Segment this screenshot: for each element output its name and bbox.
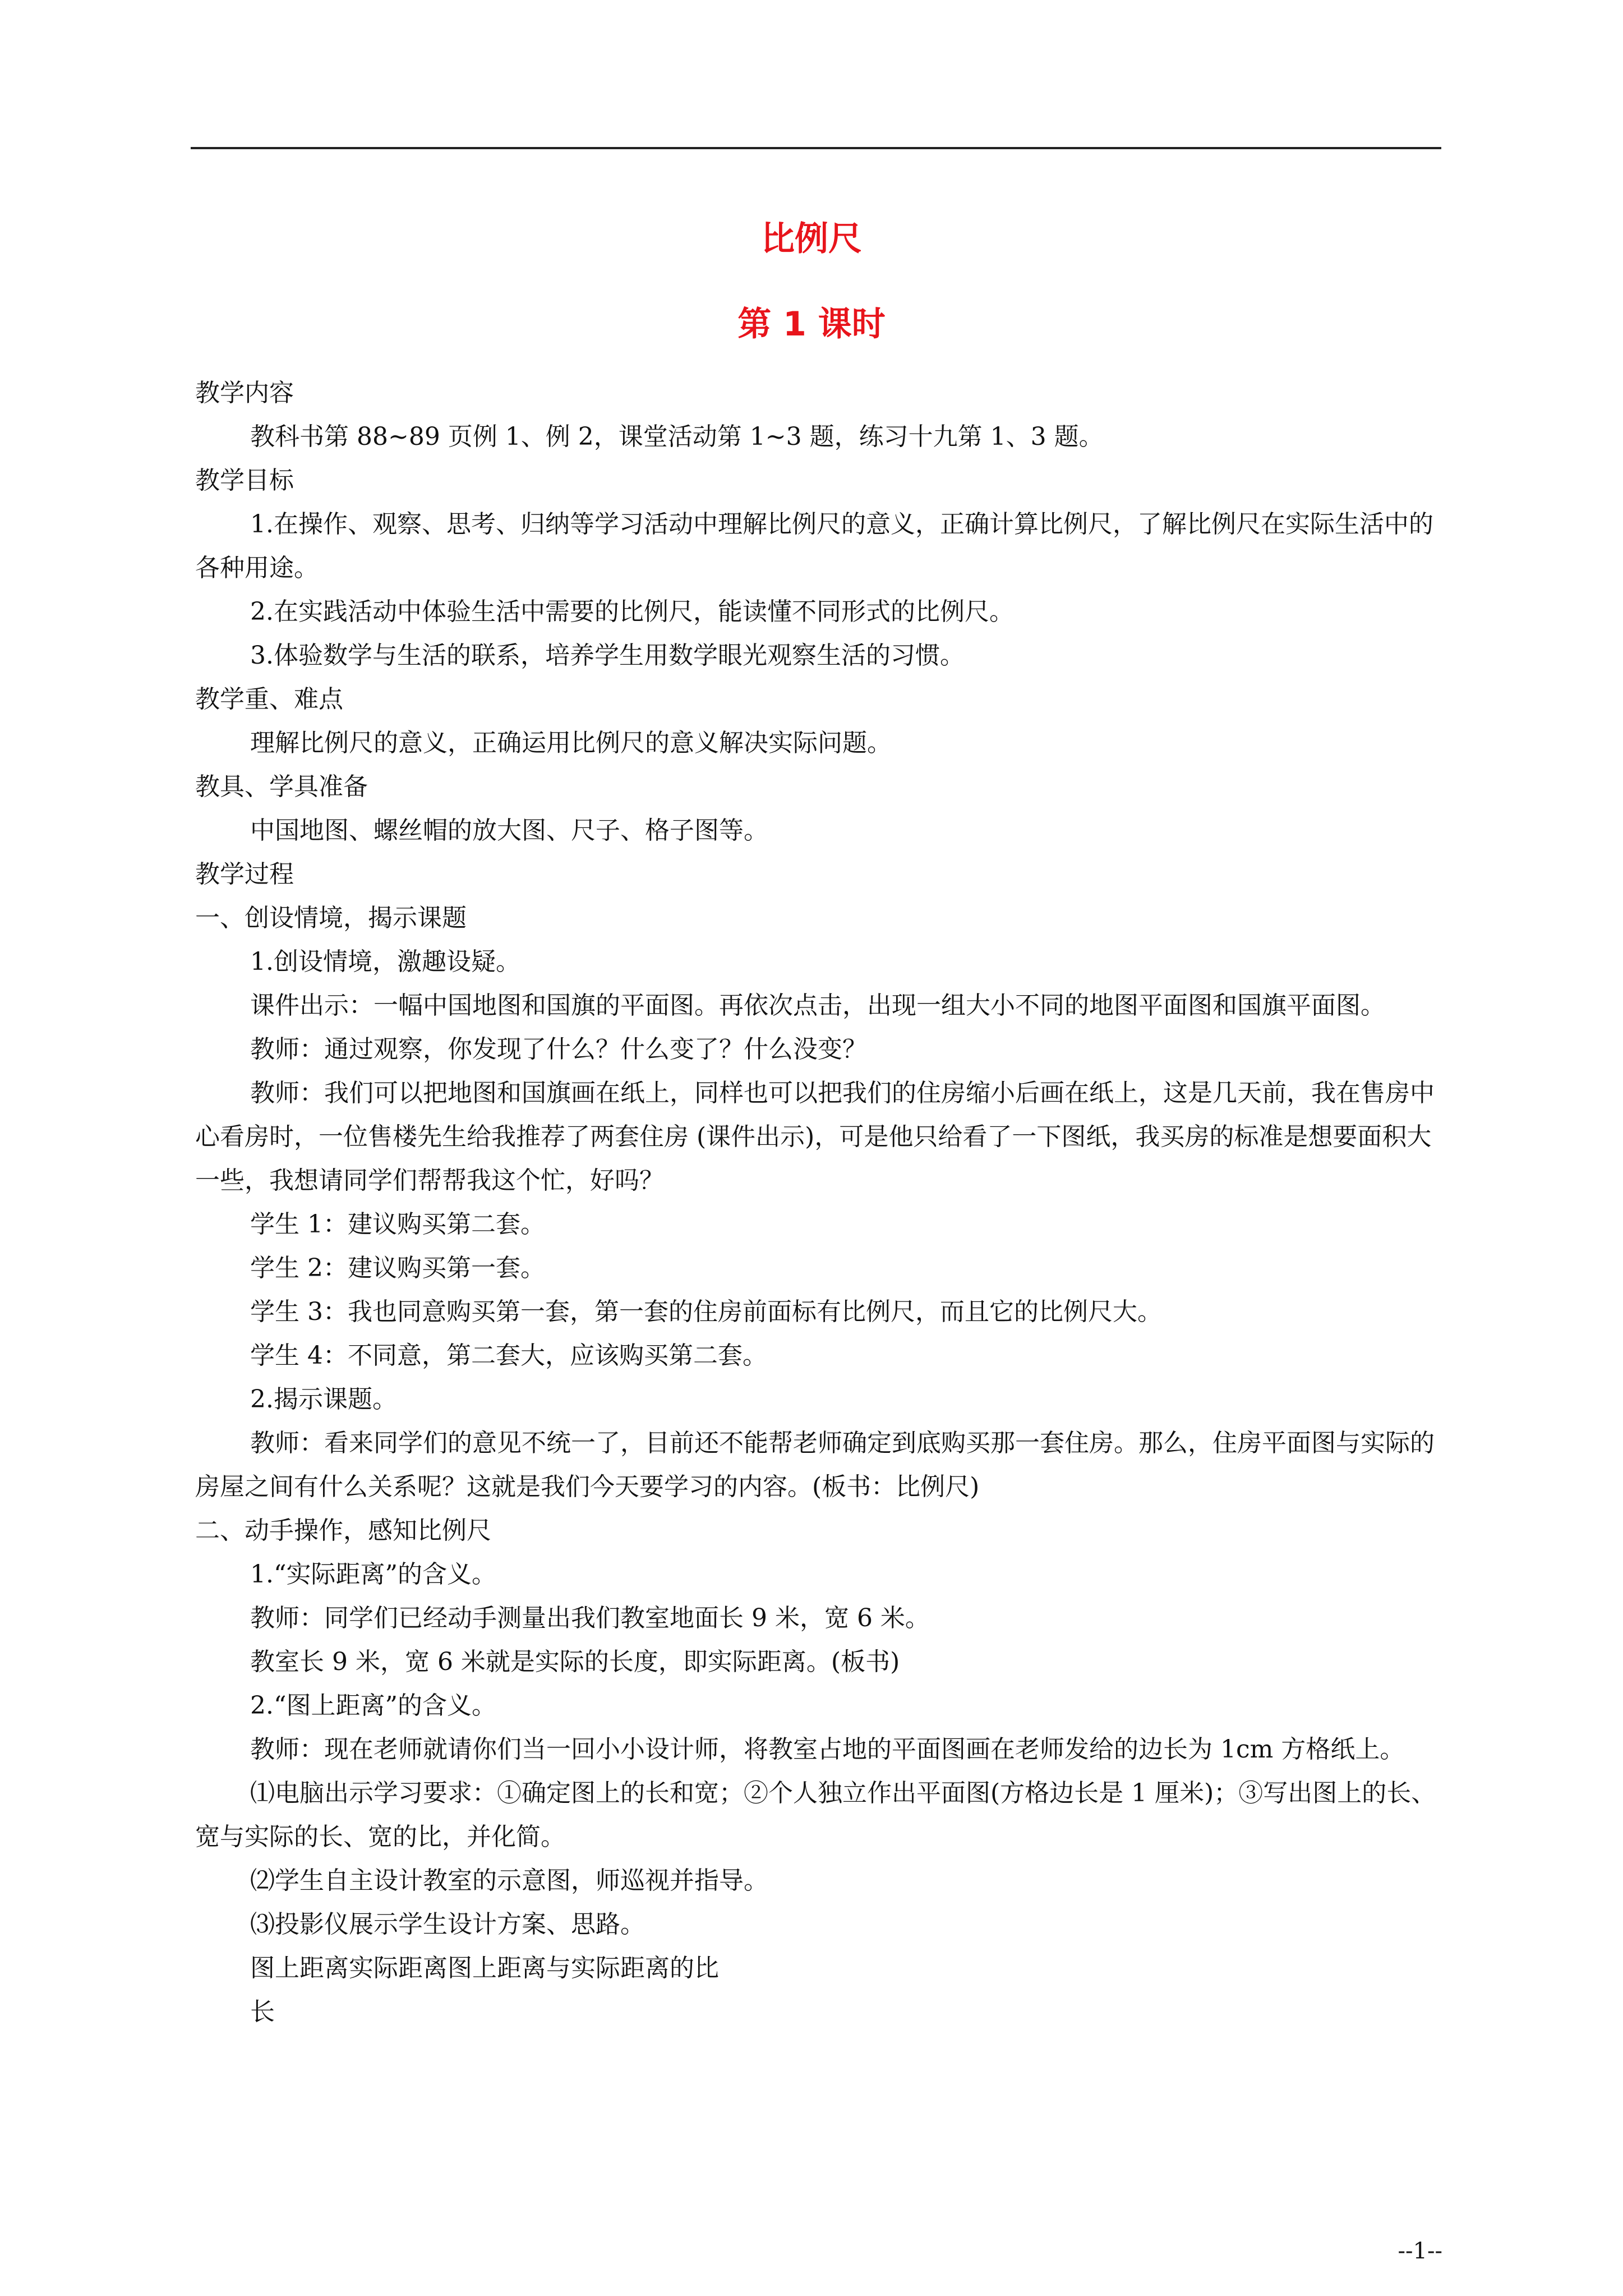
paragraph: 2.揭示课题。 <box>250 1385 397 1414</box>
paragraph: 3.体验数学与生活的联系，培养学生用数学眼光观察生活的习惯。 <box>250 641 965 670</box>
paragraph: 课件出示：一幅中国地图和国旗的平面图。再依次点击，出现一组大小不同的地图平面图和国旗平面图。 <box>250 991 1385 1020</box>
section-heading: 教学内容 <box>195 379 294 407</box>
paragraph: 教科书第 88~89 页例 1、例 2，课堂活动第 1~3 题，练习十九第 1、3 题。 <box>250 422 1104 451</box>
section-heading: 二、动手操作，感知比例尺 <box>195 1516 491 1545</box>
paragraph: 2.“图上距离”的含义。 <box>250 1691 496 1720</box>
paragraph: 教室长 9 米，宽 6 米就是实际的长度，即实际距离。(板书) <box>250 1648 900 1676</box>
paragraph: ⑵学生自主设计教室的示意图，师巡视并指导。 <box>250 1866 768 1895</box>
paragraph: 1.创设情境，激趣设疑。 <box>250 947 520 976</box>
section-heading: 教学过程 <box>195 860 294 889</box>
section-heading: 教学目标 <box>195 466 294 495</box>
paragraph: 教师：我们可以把地图和国旗画在纸上，同样也可以把我们的住房缩小后画在纸上，这是几天前，我在售房中心看房时，一位售楼先生给我推荐了两套住房 (课件出示)，可是他只给看了一下图纸，我买房的标准是想要面积大一些，我想请同学们帮帮我这个忙，好吗？ <box>195 1079 1435 1195</box>
paragraph: 教师：同学们已经动手测量出我们教室地面长 9 米，宽 6 米。 <box>250 1604 930 1632</box>
page-number: --1-- <box>1398 2238 1442 2264</box>
header-rule <box>191 147 1441 149</box>
paragraph: 图上距离实际距离图上距离与实际距离的比 <box>250 1954 719 1982</box>
paragraph: 教师：现在老师就请你们当一回小小设计师，将教室占地的平面图画在老师发给的边长为 1cm 方格纸上。 <box>250 1735 1405 1764</box>
document-body <box>195 371 1442 2034</box>
paragraph: 1.在操作、观察、思考、归纳等学习活动中理解比例尺的意义，正确计算比例尺，了解比例尺在实际生活中的各种用途。 <box>195 510 1433 582</box>
paragraph: 1.“实际距离”的含义。 <box>250 1560 496 1589</box>
paragraph: 教师：看来同学们的意见不统一了，目前还不能帮老师确定到底购买那一套住房。那么，住房平面图与实际的房屋之间有什么关系呢？这就是我们今天要学习的内容。(板书：比例尺) <box>195 1429 1435 1501</box>
paragraph: 学生 1：建议购买第二套。 <box>250 1210 545 1239</box>
paragraph: 理解比例尺的意义，正确运用比例尺的意义解决实际问题。 <box>250 729 892 757</box>
paragraph: 学生 4：不同意，第二套大，应该购买第二套。 <box>250 1341 767 1370</box>
paragraph: ⑴电脑出示学习要求：①确定图上的长和宽；②个人独立作出平面图(方格边长是 1 厘米)；③写出图上的长、宽与实际的长、宽的比，并化简。 <box>195 1779 1436 1851</box>
paragraph: ⑶投影仪展示学生设计方案、思路。 <box>250 1910 645 1939</box>
paragraph: 教师：通过观察，你发现了什么？什么变了？什么没变？ <box>250 1035 867 1064</box>
paragraph: 学生 2：建议购买第一套。 <box>250 1254 545 1282</box>
section-heading: 一、创设情境，揭示课题 <box>195 904 467 932</box>
paragraph: 长 <box>250 1998 275 2026</box>
paragraph: 中国地图、螺丝帽的放大图、尺子、格子图等。 <box>250 816 768 845</box>
document-title: 比例尺 <box>761 219 862 259</box>
paragraph: 2.在实践活动中体验生活中需要的比例尺，能读懂不同形式的比例尺。 <box>250 597 1014 626</box>
section-heading: 教学重、难点 <box>195 685 343 714</box>
paragraph: 学生 3：我也同意购买第一套，第一套的住房前面标有比例尺，而且它的比例尺大。 <box>250 1297 1162 1326</box>
section-heading: 教具、学具准备 <box>195 772 368 801</box>
document-subtitle: 第 1 课时 <box>737 305 886 344</box>
